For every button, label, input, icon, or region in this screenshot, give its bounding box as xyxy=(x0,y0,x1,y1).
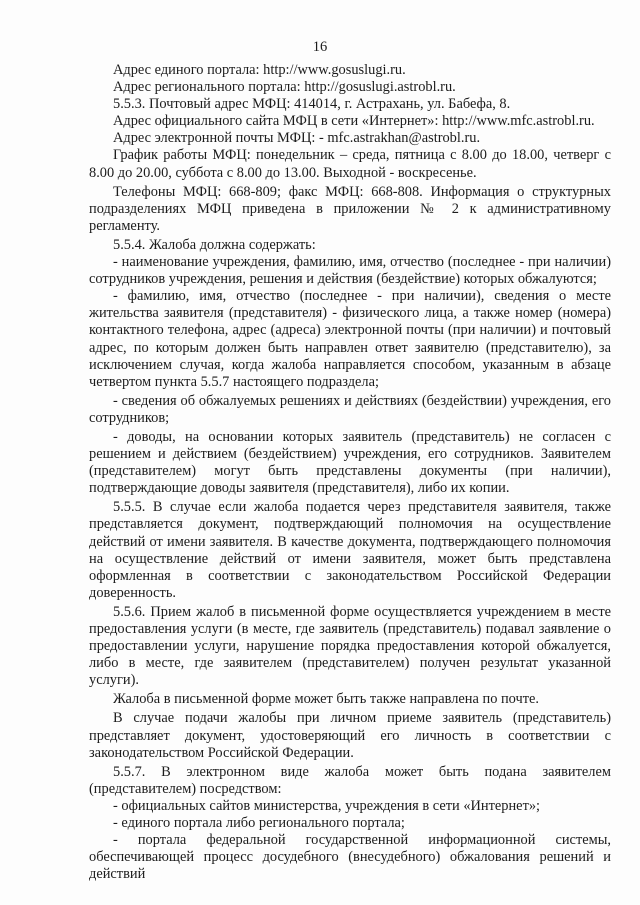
paragraph-mfc-postal-address: 5.5.3. Почтовый адрес МФЦ: 414014, г. Астрахань, ул. Бабефа, 8. xyxy=(113,96,511,113)
paragraph-unified-portal-address: Адрес единого портала: http://www.gosuslugi.ru. xyxy=(113,62,406,78)
paragraph-written-complaints: 5.5.6. Прием жалоб в письменной форме осуществляется учреждением в месте предоставления услуги (в месте, где заявитель (представитель) подавал заявление о предоставлении услуги, нарушение порядка предоставления которой обжалуется, либо в месте, где заявителем (представителем) получен результат указанной услуги). xyxy=(89,603,611,689)
paragraph-electronic-complaints: 5.5.7. В электронном виде жалоба может быть подана заявителем (представителем) посредством: xyxy=(89,763,611,797)
paragraph-complaint-item-arguments: - доводы, на основании которых заявитель (представитель) не согласен с решением и действием (бездействием) учреждения, его сотрудников. Заявителем (представителем) могут быть представлены документы (при наличии), подтверждающие доводы заявителя (представителя), либо их копии. xyxy=(89,428,611,497)
paragraph-complaint-item-institution: - наименование учреждения, фамилию, имя, отчество (последнее - при наличии) сотрудников учреждения, решения и действия (бездействие) которых обжалуются; xyxy=(89,254,611,288)
paragraph-representative: 5.5.5. В случае если жалоба подается через представителя заявителя, также представляется документ, подтверждающий полномочия на осуществление действий от имени заявителя. В качестве документа, подтверждающего полномочия на осуществление действий от имени заявителя, может быть представлена оформленная в соответствии с законодательством Российской Федерации доверенность. xyxy=(89,499,611,601)
paragraph-electronic-item-federal-system: - портала федеральной государственной информационной системы, обеспечивающей процесс досудебного (внесудебного) обжалования решений и действий xyxy=(89,832,611,883)
paragraph-regional-portal-address: Адрес регионального портала: http://gosuslugi.astrobl.ru. xyxy=(113,79,456,96)
document-body xyxy=(89,62,611,883)
paragraph-electronic-item-portals: - единого портала либо регионального портала; xyxy=(113,815,405,832)
paragraph-mfc-website: Адрес официального сайта МФЦ в сети «Интернет»: http://www.mfc.astrobl.ru. xyxy=(113,113,595,130)
paragraph-mfc-schedule: График работы МФЦ: понедельник – среда, пятница с 8.00 до 18.00, четверг с 8.00 до 20.00, суббота с 8.00 до 13.00. Выходной - воскресенье. xyxy=(89,147,611,181)
paragraph-complaint-contents-heading: 5.5.4. Жалоба должна содержать: xyxy=(113,236,316,253)
paragraph-mail-complaints: Жалоба в письменной форме может быть также направлена по почте. xyxy=(113,691,540,708)
paragraph-complaint-item-applicant: - фамилию, имя, отчество (последнее - при наличии), сведения о месте жительства заявителя (представителя) - физического лица, а также номер (номера) контактного телефона, адрес (адреса) электронной почты (при наличии) и почтовый адрес, по которым должен быть направлен ответ заявителю (представителю), за исключением случая, когда жалоба направляется способом, указанным в абзаце четвертом пункта 5.5.7 настоящего подраздела; xyxy=(89,288,611,390)
paragraph-mfc-phones: Телефоны МФЦ: 668-809; факс МФЦ: 668-808. Информация о структурных подразделениях МФЦ приведена в приложении № 2 к административному регламенту. xyxy=(89,183,611,234)
paragraph-complaint-item-decisions: - сведения об обжалуемых решениях и действиях (бездействии) учреждения, его сотрудников; xyxy=(89,392,611,426)
paragraph-mfc-email: Адрес электронной почты МФЦ: - mfc.astrakhan@astrobl.ru. xyxy=(113,130,481,147)
paragraph-personal-reception: В случае подачи жалобы при личном приеме заявитель (представитель) представляет документ, удостоверяющий его личность в соответствии с законодательством Российской Федерации. xyxy=(89,710,611,761)
page-number: 16 xyxy=(312,39,328,55)
paragraph-electronic-item-websites: - официальных сайтов министерства, учреждения в сети «Интернет»; xyxy=(113,797,541,814)
